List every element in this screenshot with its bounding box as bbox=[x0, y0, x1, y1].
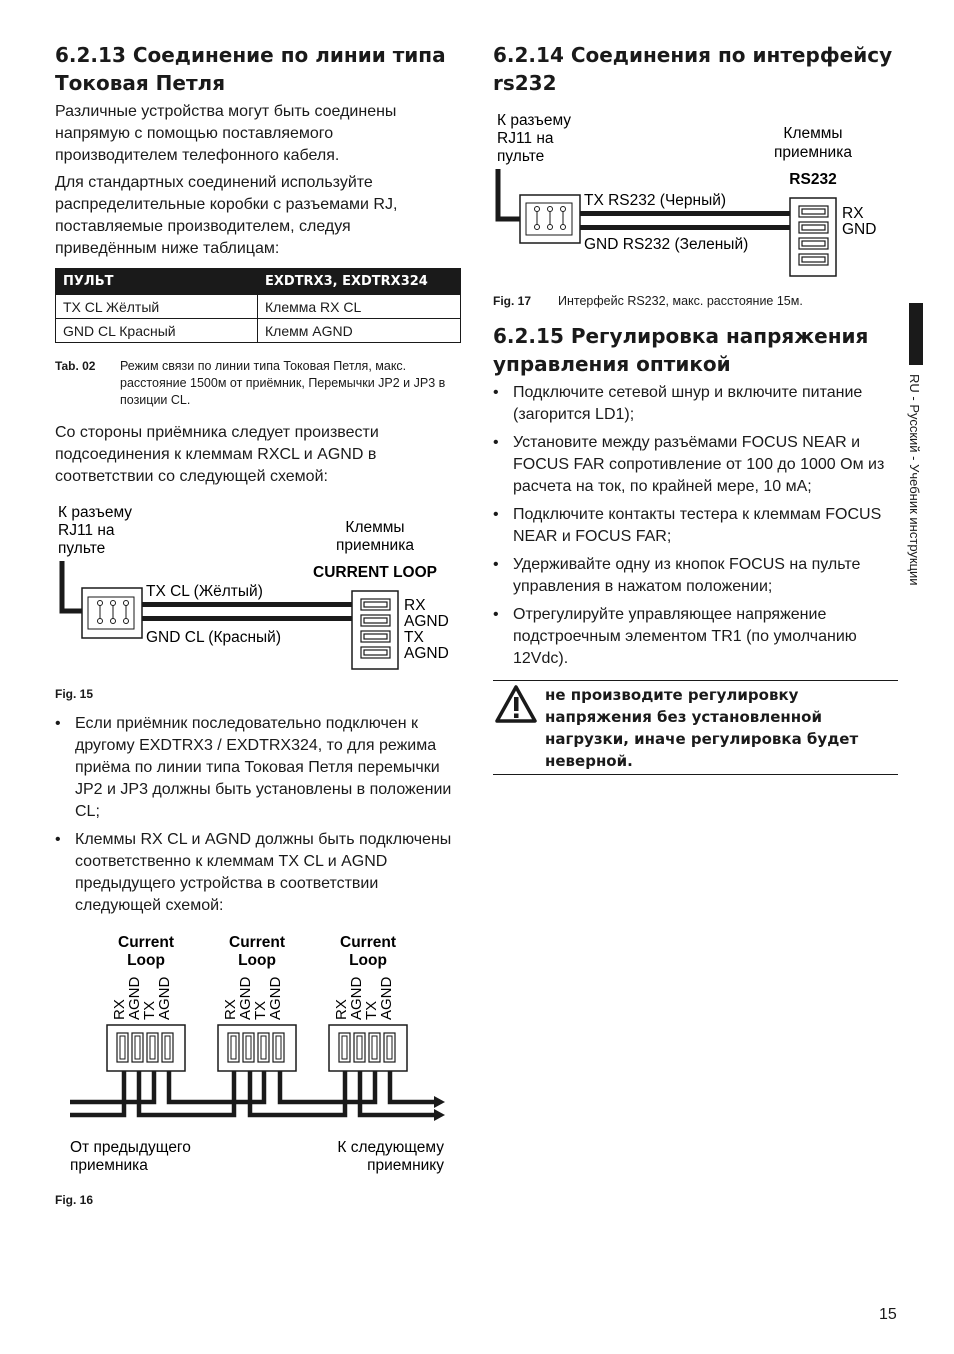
current-loop-unit bbox=[329, 934, 407, 1071]
terminal-label: AGND bbox=[156, 976, 173, 1020]
list-item: • Подключите сетевой шнур и включите питание (загорится LD1); bbox=[493, 382, 898, 426]
terminal-label: RX bbox=[222, 999, 239, 1020]
warning-bottom-rule bbox=[493, 774, 898, 775]
figure-17-diagram bbox=[480, 103, 900, 288]
rj11-label: RJ11 на bbox=[58, 522, 115, 539]
rj11-cable bbox=[498, 169, 520, 219]
receiver-terminals-label: приемника bbox=[336, 537, 414, 554]
terminal-label: RX bbox=[842, 205, 864, 222]
unit-title: Loop bbox=[127, 952, 165, 969]
terminal-label: TX bbox=[252, 1000, 269, 1020]
wire-gnd-label: GND CL (Красный) bbox=[146, 629, 281, 646]
table-header-cell: EXDTRX3, EXDTRX324 bbox=[258, 269, 461, 295]
table-cell: GND CL Красный bbox=[56, 319, 258, 343]
unit-title: Current bbox=[229, 934, 285, 951]
section-title-optics-voltage: 6.2.15 Регулировка напряжения управления оптикой bbox=[493, 324, 869, 376]
wire-gnd-label: GND RS232 (Зеленый) bbox=[584, 236, 749, 253]
list-item: • Установите между разъёмами FOCUS NEAR и FOCUS FAR сопротивление от 100 до 1000 Ом из расчета на ток, по крайней мере, 10 мА; bbox=[493, 432, 898, 498]
section-title-rs232: 6.2.14 Соединения по интерфейсу rs232 bbox=[493, 43, 893, 95]
list-item: • Если приёмник последовательно подключен к другому EXDTRX3 / EXDTRX324, то для режима приёма по линии типа Токовая Петля перемычки JP2 и JP3 должны быть установлены в положении CL; bbox=[55, 713, 455, 823]
bullet-list-right bbox=[493, 382, 898, 676]
paragraph-intro: Различные устройства могут быть соединены напрямую с помощью поставляемого производителем телефонного кабеля. bbox=[55, 103, 397, 164]
figure-15-diagram bbox=[0, 495, 470, 675]
wire-tx bbox=[142, 602, 352, 607]
rj11-label: К разъему bbox=[58, 504, 133, 521]
wire-tx-label: TX CL (Жёлтый) bbox=[146, 583, 263, 600]
current-loop-unit bbox=[218, 934, 296, 1071]
from-previous-label: От предыдущего bbox=[70, 1139, 191, 1156]
terminal-label: TX bbox=[404, 629, 424, 646]
table-cell: Клемм AGND bbox=[258, 319, 461, 343]
rs232-title: RS232 bbox=[789, 171, 837, 188]
paragraph-standard-connections: Для стандартных соединений используйте распределительные коробки с разъемами RJ, поставляемые производителем, следуя приведённым ниже таблицам: bbox=[55, 174, 398, 257]
table-header-cell: ПУЛЬТ bbox=[56, 269, 258, 295]
terminal-label: RX bbox=[404, 597, 426, 614]
arrow-right-icon bbox=[434, 1096, 445, 1108]
figure-16-label: Fig. 16 bbox=[55, 1193, 94, 1207]
list-item: • Отрегулируйте управляющее напряжение подстроечным элементом TR1 (по умолчанию 12Vdc). bbox=[493, 604, 898, 670]
receiver-terminals-label: Клеммы bbox=[345, 519, 405, 536]
list-item: • Удерживайте одну из кнопок FOCUS на пульте управления в нажатом положении; bbox=[493, 554, 898, 598]
terminal-label: AGND bbox=[267, 976, 284, 1020]
figure-15-label: Fig. 15 bbox=[55, 687, 94, 701]
table-cell: Клемма RX CL bbox=[258, 295, 461, 319]
chain-wiring bbox=[70, 1071, 436, 1115]
section-title-current-loop: 6.2.13 Соединение по линии типа Токовая Петля bbox=[55, 43, 446, 95]
unit-title: Loop bbox=[238, 952, 276, 969]
receiver-terminals-label: приемника bbox=[774, 144, 852, 161]
wire-gnd bbox=[142, 616, 352, 621]
terminal-label: AGND bbox=[237, 976, 254, 1020]
sidebar-tab-marker bbox=[909, 303, 923, 365]
terminal-label: RX bbox=[111, 999, 128, 1020]
figure-17-caption: Интерфейс RS232, макс. расстояние 15м. bbox=[558, 294, 803, 308]
terminal-label: TX bbox=[141, 1000, 158, 1020]
figure-17-label: Fig. 17 bbox=[493, 294, 532, 308]
receiver-terminals-label: Клеммы bbox=[783, 125, 843, 142]
current-loop-title: CURRENT LOOP bbox=[313, 564, 437, 581]
terminal-label: AGND bbox=[348, 976, 365, 1020]
rj11-label: пульте bbox=[497, 148, 545, 165]
wire-tx bbox=[580, 211, 790, 216]
rj11-label: RJ11 на bbox=[497, 130, 554, 147]
current-loop-unit bbox=[107, 934, 185, 1071]
table-cell: TX CL Жёлтый bbox=[56, 295, 258, 319]
bullet-list-left bbox=[55, 713, 455, 923]
table-row bbox=[56, 295, 461, 319]
to-next-label: К следующему bbox=[337, 1139, 444, 1156]
wire-gnd bbox=[580, 225, 790, 230]
list-item: • Подключите контакты тестера к клеммам FOCUS NEAR и FOCUS FAR; bbox=[493, 504, 898, 548]
terminal-label: AGND bbox=[126, 976, 143, 1020]
from-previous-label: приемника bbox=[70, 1157, 148, 1174]
sidebar-language-label: RU - Русский - Учебник инструкции bbox=[907, 374, 922, 586]
table-caption-label: Tab. 02 bbox=[55, 359, 96, 373]
figure-16-diagram bbox=[0, 925, 470, 1185]
unit-title: Current bbox=[118, 934, 174, 951]
warning-text: не производите регулировку напряжения без установленной нагрузки, иначе регулировка будет неверной. bbox=[545, 686, 859, 770]
warning-top-rule bbox=[493, 680, 898, 681]
paragraph-receiver-side: Со стороны приёмника следует произвести подсоединения к клеммам RXCL и AGND в соответствии со следующей схемой: bbox=[55, 424, 379, 485]
table-header-row bbox=[56, 269, 461, 295]
terminal-label: AGND bbox=[404, 645, 449, 662]
rj11-label: К разъему bbox=[497, 112, 572, 129]
page-number: 15 bbox=[879, 1306, 897, 1323]
table-caption-text: Режим связи по линии типа Токовая Петля, макс. расстояние 1500м от приёмник, Перемычки JP2 и JP3 в позиции CL. bbox=[120, 359, 446, 407]
terminal-label: AGND bbox=[378, 976, 395, 1020]
terminal-label: RX bbox=[333, 999, 350, 1020]
rj11-cable bbox=[62, 561, 82, 611]
to-next-label: приемнику bbox=[367, 1157, 444, 1174]
warning-icon bbox=[494, 684, 538, 724]
unit-title: Loop bbox=[349, 952, 387, 969]
arrow-right-icon bbox=[434, 1109, 445, 1121]
table-row bbox=[56, 319, 461, 343]
rj11-label: пульте bbox=[58, 540, 106, 557]
connection-table bbox=[55, 268, 461, 343]
unit-title: Current bbox=[340, 934, 396, 951]
list-item: • Клеммы RX CL и AGND должны быть подключены соответственно к клеммам TX CL и AGND предыдущего устройства в соответствии следующей схемой: bbox=[55, 829, 455, 917]
terminal-label: TX bbox=[363, 1000, 380, 1020]
wire-tx-label: TX RS232 (Черный) bbox=[584, 192, 727, 209]
terminal-label: GND bbox=[842, 221, 877, 238]
terminal-label: AGND bbox=[404, 613, 449, 630]
